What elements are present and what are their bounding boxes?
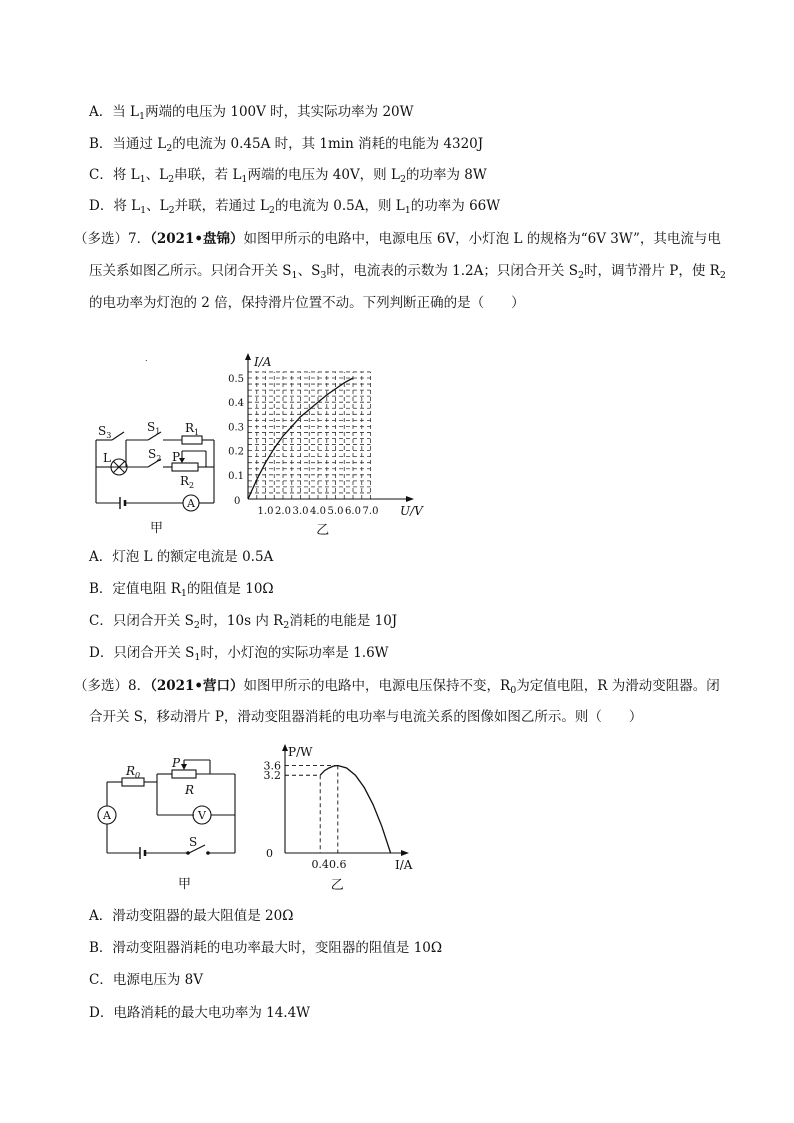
slider-p-label: P xyxy=(172,756,181,770)
q7-stem-line2: 压关系如图乙所示。只闭合开关 $S_1$、$S_3$时，电流表的示数为 1.2A；只闭合开关 $S_2$时，调节滑片 P，使 $R_2$ xyxy=(89,263,726,281)
x-tick-label: 0.4 xyxy=(311,858,329,871)
q8-stem-line2: 合开关 S，移动滑片 P，滑动变阻器消耗的电功率与电流关系的图像如图乙所示。则（ ） xyxy=(89,709,643,725)
s1-label: $S_1$ xyxy=(147,420,161,436)
x-axis-label: U/V xyxy=(400,504,423,518)
q6-option-b: B．当通过 $L_2$的电流为 0.45A 时，其 1min 消耗的电能为 4320J xyxy=(89,136,484,154)
y-tick-label: 3.2 xyxy=(263,769,281,783)
y-tick-label: 0.1 xyxy=(228,470,244,482)
x-tick-label: 3.0 xyxy=(292,506,309,517)
s2-label: $S_2$ xyxy=(148,447,162,463)
switch-s-label: S xyxy=(189,835,198,849)
x-tick-label: 4.0 xyxy=(310,506,326,517)
y-tick-label: 0.2 xyxy=(228,446,244,458)
y-axis-label: P/W xyxy=(288,745,313,759)
origin-label: 0 xyxy=(234,496,241,507)
x-tick-label: 0.6 xyxy=(329,858,347,871)
x-tick-label: 5.0 xyxy=(327,506,344,517)
y-axis-arrow xyxy=(245,353,251,360)
q6-option-a: A．当 $L_1$两端的电压为 100V 时，其实际功率为 20W xyxy=(89,104,414,122)
y-tick-label: 0.5 xyxy=(228,374,244,385)
q6-option-c: C．将 $L_1$、$L_2$串联，若 $L_1$两端的电压为 40V，则 $L_2$的功率为 8W xyxy=(89,167,487,185)
x-tick-label: 7.0 xyxy=(362,506,379,517)
q7-iv-chart xyxy=(228,352,423,538)
ammeter-label: A xyxy=(187,497,195,510)
ammeter-label: A xyxy=(103,809,111,822)
q7-option-a: A．灯泡 L 的额定电流是 0.5A xyxy=(89,549,274,565)
r0-label: $R_0$ xyxy=(126,764,141,780)
r2-label: $R_2$ xyxy=(180,474,195,490)
lamp-label: L xyxy=(103,451,111,465)
q6-option-d: D．将 $L_1$、$L_2$并联，若通过 $L_2$的电流为 0.5A，则 $L_1$的功率为 66W xyxy=(89,198,501,216)
q8-option-b: B．滑动变阻器消耗的电功率最大时，变阻器的阻值是 10Ω xyxy=(89,940,443,956)
r1-label: $R_1$ xyxy=(185,421,200,437)
rheostat-r-label: R xyxy=(185,783,195,797)
q7-circuit-diagram xyxy=(90,355,220,540)
q8-power-chart xyxy=(255,743,415,893)
chart-caption: 乙 xyxy=(316,523,330,538)
q7-stem-line1: （多选）7．（2021•盘锦）如图甲所示的电路中，电源电压 6V，小灯泡 L 的规格为“6V 3W”，其电流与电 xyxy=(74,231,721,247)
x-axis-arrow xyxy=(406,496,414,502)
q8-option-a: A．滑动变阻器的最大阻值是 20Ω xyxy=(89,908,294,924)
q8-option-d: D．电路消耗的最大电功率为 14.4W xyxy=(89,1005,311,1021)
q8-option-c: C．电源电压为 8V xyxy=(89,972,203,988)
q7-option-b: B．定值电阻 $R_1$的阻值是 10Ω xyxy=(89,581,274,599)
origin-label: 0 xyxy=(266,847,273,860)
svg-text:.: . xyxy=(145,354,148,363)
q8-circuit-diagram xyxy=(92,756,242,895)
x-axis-label: I/A xyxy=(395,858,413,872)
x-tick-label: 2.0 xyxy=(275,506,291,517)
x-tick-label: 1.0 xyxy=(257,506,274,517)
q7-stem-line3: 的电功率为灯泡的 2 倍，保持滑片位置不动。下列判断正确的是（ ） xyxy=(89,295,525,311)
s3-label: $S_3$ xyxy=(98,424,112,440)
voltmeter-label: V xyxy=(198,809,206,822)
q7-option-d: D．只闭合开关 $S_1$时，小灯泡的实际功率是 1.6W xyxy=(89,645,389,663)
y-tick-label: 3.6 xyxy=(263,759,281,773)
y-axis-label: I/A xyxy=(254,355,272,369)
chart-caption: 乙 xyxy=(330,878,344,893)
x-tick-label: 6.0 xyxy=(345,506,361,517)
y-tick-label: 0.3 xyxy=(228,422,244,434)
y-tick-label: 0.4 xyxy=(228,398,244,410)
slider-p-label: P xyxy=(172,450,181,464)
q8-circuit-caption: 甲 xyxy=(178,877,192,892)
q7-circuit-caption: 甲 xyxy=(150,521,164,536)
q7-option-c: C．只闭合开关 $S_2$时，10s 内 $R_2$消耗的电能是 10J xyxy=(89,613,398,631)
x-axis-arrow xyxy=(401,850,409,856)
q8-stem-line1: （多选）8．（2021•营口）如图甲所示的电路中，电源电压保持不变，$R_0$为定值电阻，R 为滑动变阻器。闭 xyxy=(74,678,720,696)
power-curve xyxy=(320,766,390,854)
